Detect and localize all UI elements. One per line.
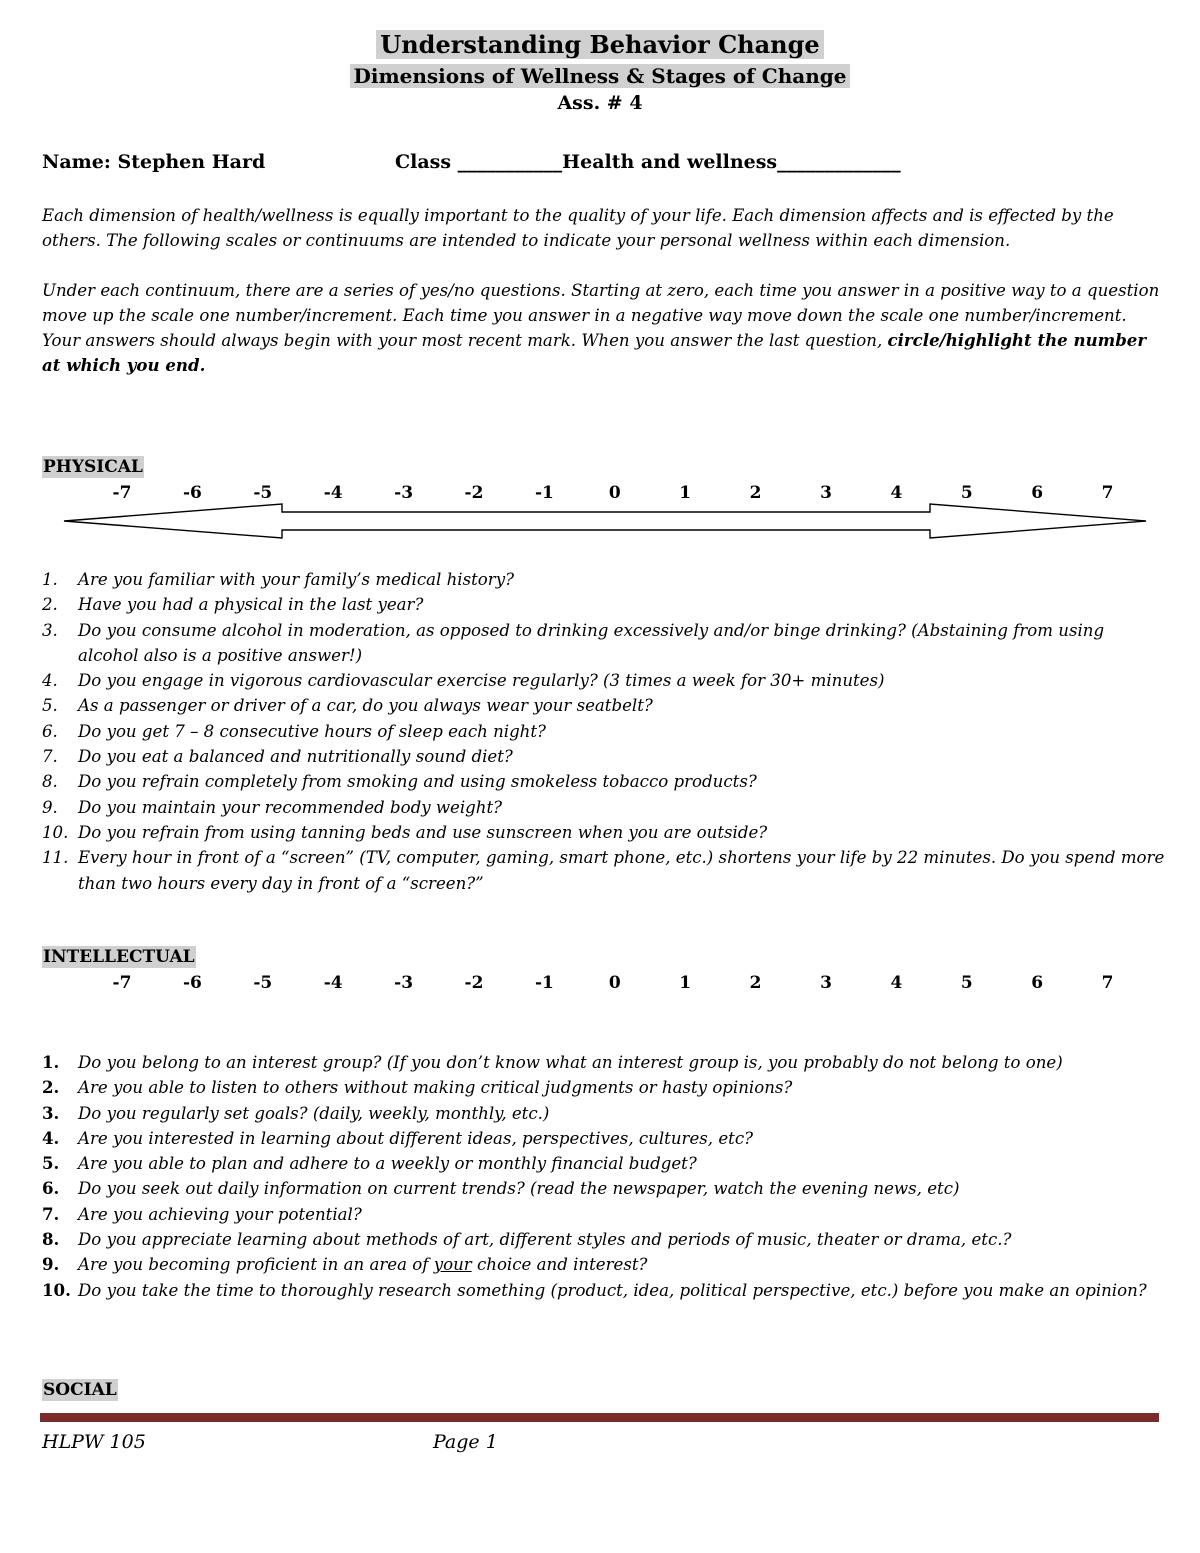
physical-scale-value: -6 bbox=[182, 483, 202, 503]
question-number: 4. bbox=[42, 671, 58, 691]
intellectual-question bbox=[42, 1252, 1167, 1277]
intellectual-scale bbox=[88, 971, 1142, 995]
section-heading-social: SOCIAL bbox=[43, 1380, 117, 1400]
physical-scale-value: -4 bbox=[323, 483, 343, 503]
class-name: Class ___________Health and wellness_____________ bbox=[395, 151, 901, 173]
question-number: 11. bbox=[42, 848, 69, 868]
footer-page-number: Page 1 bbox=[433, 1431, 498, 1453]
intellectual-scale-value: 1 bbox=[679, 973, 692, 993]
intellectual-scale-value: -2 bbox=[464, 973, 484, 993]
assignment-number: Ass. # 4 bbox=[557, 92, 643, 114]
physical-scale-value: -7 bbox=[112, 483, 132, 503]
question-number: 10. bbox=[42, 822, 69, 842]
physical-scale-value: 4 bbox=[890, 483, 903, 503]
question-number: 1. bbox=[42, 570, 58, 589]
question-text: Do you appreciate learning about methods of art, different styles and periods of music, theater or drama, etc.? bbox=[78, 1230, 1012, 1250]
question-text-end: choice and interest? bbox=[471, 1255, 648, 1275]
question-number: 7. bbox=[42, 1203, 60, 1224]
question-number: 6. bbox=[42, 721, 58, 741]
question-number: 7. bbox=[42, 747, 58, 767]
physical-scale-value: -5 bbox=[253, 483, 273, 503]
question-number: 4. bbox=[42, 1127, 60, 1148]
physical-scale-value: 0 bbox=[608, 483, 621, 503]
physical-question bbox=[42, 693, 1167, 718]
question-text: Do you belong to an interest group? (If you don’t know what an interest group is, you probably do not belong to one) bbox=[78, 1053, 1063, 1072]
intellectual-scale-value: 7 bbox=[1101, 973, 1114, 993]
instructions-text: Under each continuum, there are a series of yes/no questions. Starting at zero, each time you answer in a positive way to a question move up the scale one number/increment. Each time you answer in a negative way move down the scale one number/increment. Your answers should always begin with your most recent mark. When you answer the last question, bbox=[42, 281, 1160, 350]
physical-question bbox=[42, 820, 1167, 845]
question-number: 2. bbox=[42, 595, 58, 615]
question-text: Are you becoming proficient in an area of bbox=[78, 1255, 434, 1275]
physical-question bbox=[42, 618, 1167, 669]
footer-rule bbox=[40, 1413, 1159, 1422]
physical-scale-value: 5 bbox=[960, 483, 973, 503]
physical-question bbox=[42, 795, 1167, 820]
question-text: Every hour in front of a “screen” (TV, computer, gaming, smart phone, etc.) shortens your life by 22 minutes. Do you spend more than two hours every day in front of a “screen?” bbox=[78, 848, 1165, 893]
question-number: 3. bbox=[42, 620, 58, 640]
intellectual-question bbox=[42, 1176, 1167, 1201]
question-text: Are you familiar with your family’s medical history? bbox=[78, 570, 514, 589]
question-text: Do you get 7 – 8 consecutive hours of sleep each night? bbox=[78, 721, 546, 741]
footer-course: HLPW 105 bbox=[42, 1431, 146, 1453]
student-name: Name: Stephen Hard bbox=[42, 151, 266, 173]
question-text: Do you regularly set goals? (daily, weekly, monthly, etc.) bbox=[78, 1103, 550, 1123]
instructions-paragraph-1: Each dimension of health/wellness is equally important to the quality of your life. Each dimension affects and is effected by the others. The following scales or continuums are intended to indicate your personal wellness within each dimension. bbox=[42, 206, 1114, 250]
question-text: Do you take the time to thoroughly research something (product, idea, political perspective, etc.) before you make an opinion? bbox=[78, 1280, 1147, 1300]
document-title-row bbox=[0, 30, 1200, 60]
question-number: 2. bbox=[42, 1077, 60, 1098]
physical-scale-value: 2 bbox=[749, 483, 762, 503]
document-subtitle-row bbox=[0, 63, 1200, 89]
question-text: Do you refrain completely from smoking and using smokeless tobacco products? bbox=[78, 772, 757, 792]
physical-scale-value: 6 bbox=[1031, 483, 1044, 503]
physical-question bbox=[42, 567, 1167, 592]
intellectual-scale-value: -4 bbox=[323, 973, 343, 993]
question-number: 3. bbox=[42, 1102, 60, 1123]
question-text: Do you refrain from using tanning beds and use sunscreen when you are outside? bbox=[78, 822, 768, 842]
question-number: 9. bbox=[42, 1254, 60, 1275]
intellectual-scale-value: 6 bbox=[1031, 973, 1044, 993]
question-text: Do you eat a balanced and nutritionally sound diet? bbox=[78, 747, 513, 767]
intellectual-question bbox=[42, 1075, 1167, 1100]
document-title: Understanding Behavior Change bbox=[376, 30, 823, 59]
question-number: 6. bbox=[42, 1178, 60, 1199]
intellectual-scale-value: -3 bbox=[394, 973, 414, 993]
question-text: Are you interested in learning about different ideas, perspectives, cultures, etc? bbox=[78, 1128, 754, 1148]
physical-question bbox=[42, 719, 1167, 744]
instructions-paragraph-2 bbox=[42, 278, 1162, 378]
document-subtitle: Dimensions of Wellness & Stages of Change bbox=[350, 64, 851, 88]
intellectual-scale-value: -5 bbox=[253, 973, 273, 993]
physical-scale-value: -2 bbox=[464, 483, 484, 503]
question-text: As a passenger or driver of a car, do you always wear your seatbelt? bbox=[78, 696, 653, 716]
question-number: 8. bbox=[42, 1229, 60, 1250]
name-class-line bbox=[42, 149, 1162, 175]
double-arrow-icon bbox=[60, 500, 1150, 544]
question-number: 10. bbox=[42, 1279, 71, 1300]
intellectual-questions bbox=[42, 1050, 1167, 1303]
intellectual-scale-value: 3 bbox=[820, 973, 832, 993]
intellectual-scale-value: 4 bbox=[890, 973, 903, 993]
physical-scale-value: 3 bbox=[820, 483, 832, 503]
question-text: Do you consume alcohol in moderation, as opposed to drinking excessively and/or binge drinking? (Abstaining from using alcohol also is a positive answer!) bbox=[78, 620, 1105, 665]
intellectual-question bbox=[42, 1278, 1167, 1303]
question-text: Are you able to listen to others without making critical judgments or hasty opinions? bbox=[78, 1078, 793, 1098]
question-number: 8. bbox=[42, 772, 58, 792]
physical-question bbox=[42, 845, 1167, 896]
intellectual-question bbox=[42, 1227, 1167, 1252]
section-heading-physical: PHYSICAL bbox=[43, 457, 143, 477]
intellectual-question bbox=[42, 1151, 1167, 1176]
section-heading-intellectual: INTELLECTUAL bbox=[43, 947, 195, 967]
question-number: 9. bbox=[42, 797, 58, 817]
question-number: 1. bbox=[42, 1052, 60, 1072]
question-number: 5. bbox=[42, 1153, 60, 1174]
intellectual-scale-value: 2 bbox=[749, 973, 762, 993]
intellectual-scale-value: -6 bbox=[182, 973, 202, 993]
intellectual-scale-value: -7 bbox=[112, 973, 132, 993]
question-text: Do you seek out daily information on current trends? (read the newspaper, watch the evening news, etc) bbox=[78, 1179, 960, 1199]
question-text: Are you able to plan and adhere to a weekly or monthly financial budget? bbox=[78, 1154, 697, 1174]
physical-scale-value: 1 bbox=[679, 483, 692, 503]
intellectual-scale-value: 5 bbox=[960, 973, 973, 993]
question-text: Have you had a physical in the last year? bbox=[78, 595, 424, 615]
question-text: Are you achieving your potential? bbox=[78, 1204, 362, 1224]
physical-scale-value: 7 bbox=[1101, 483, 1114, 503]
instructions-emphasis: circle/highlight the number at which you end. bbox=[42, 330, 1147, 375]
intellectual-question bbox=[42, 1050, 1167, 1075]
question-text: Do you engage in vigorous cardiovascular exercise regularly? (3 times a week for 30+ minutes) bbox=[78, 671, 885, 691]
physical-scale-value: -1 bbox=[534, 483, 554, 503]
intellectual-scale-value: -1 bbox=[534, 973, 554, 993]
physical-question bbox=[42, 592, 1167, 617]
physical-question bbox=[42, 769, 1167, 794]
question-text: Do you maintain your recommended body weight? bbox=[78, 797, 503, 817]
intellectual-question bbox=[42, 1101, 1167, 1126]
physical-questions bbox=[42, 567, 1167, 896]
physical-question bbox=[42, 744, 1167, 769]
intellectual-question bbox=[42, 1126, 1167, 1151]
physical-question bbox=[42, 668, 1167, 693]
question-number: 5. bbox=[42, 696, 58, 716]
intellectual-question bbox=[42, 1202, 1167, 1227]
physical-scale-value: -3 bbox=[394, 483, 414, 503]
intellectual-scale-value: 0 bbox=[608, 973, 621, 993]
question-emphasis: your bbox=[433, 1255, 472, 1275]
